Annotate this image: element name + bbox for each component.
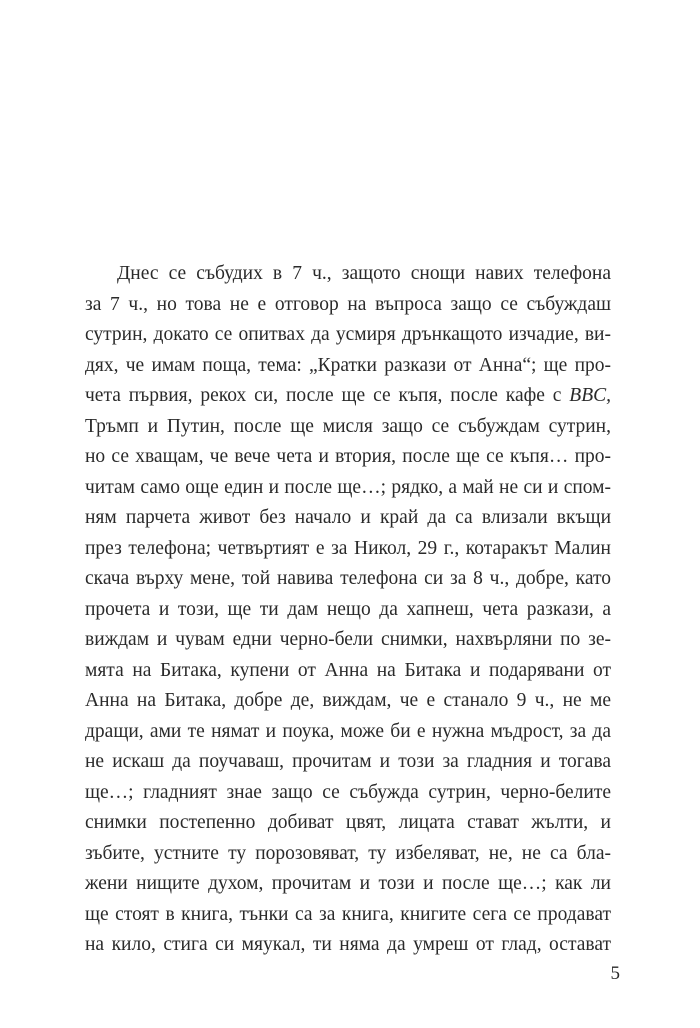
text-line-13: виждам и чувам едни черно-бели снимки, нахвърляни по зе-	[85, 629, 611, 650]
text-line-17: не искаш да поучаваш, прочитам и този за гладния и тогава	[85, 751, 611, 772]
text-line-18: ще…; гладният знае защо се събужда сутрин, черно-белите	[85, 781, 611, 803]
text-line-19: снимки постепенно добиват цвят, лицата стават жълти, и	[85, 812, 611, 833]
text-line-2: за 7 ч., но това не е отговор на въпроса защо се събуждаш	[85, 293, 611, 315]
text-line-23: на кило, стига си мяукал, ти няма да умреш от глад, остават	[85, 934, 611, 955]
text-line-22: ще стоят в книга, тънки са за книга, книгите сега се продават	[85, 903, 611, 925]
text-line-20: зъбите, устните ту порозовяват, ту избеляват, не, не са бла-	[85, 842, 611, 864]
text-line-8: читам само още един и после ще…; рядко, а май не си и спом-	[85, 476, 611, 498]
text-line-3: сутрин, докато се опитвах да усмиря дрънкащото изчадие, ви-	[85, 324, 611, 345]
text-line-12: прочета и този, ще ти дам нещо да хапнеш, чета разкази, а	[85, 598, 611, 620]
text-line-1: Днес се събудих в 7 ч., защото снощи навих телефона	[117, 263, 611, 284]
page-number: 5	[610, 963, 620, 984]
text-line-9: ням парчета живот без начало и край да са влизали вкъщи	[85, 507, 611, 528]
text-line-16: дращи, ами те нямат и поука, може би е нужна мъдрост, за да	[85, 720, 611, 742]
text-line-4: дях, че имам поща, тема: „Кратки разкази от Анна“; ще про-	[85, 354, 611, 376]
text-line-21: жени нищите духом, прочитам и този и после ще…; как ли	[85, 873, 611, 894]
body-text	[85, 259, 611, 961]
text-line-6: Тръмп и Путин, после ще мисля защо се събуждам сутрин,	[85, 415, 611, 437]
text-line-10: през телефона; четвъртият е за Никол, 29 г., котаракът Малин	[85, 537, 611, 559]
italic-bbc: BBC,	[569, 385, 611, 406]
text-line-5-main: чета първия, рекох си, после ще се къпя, после кафе с	[85, 385, 570, 406]
text-line-5	[85, 381, 611, 412]
text-line-11: скача върху мене, той навива телефона си за 8 ч., добре, като	[85, 568, 611, 589]
text-line-15: Анна на Битака, добре де, виждам, че е станало 9 ч., не ме	[85, 690, 611, 711]
text-line-7: но се хващам, че вече чета и втория, после ще се къпя… про-	[85, 446, 611, 467]
text-line-14: мята на Битака, купени от Анна на Битака и подарявани от	[85, 659, 611, 681]
